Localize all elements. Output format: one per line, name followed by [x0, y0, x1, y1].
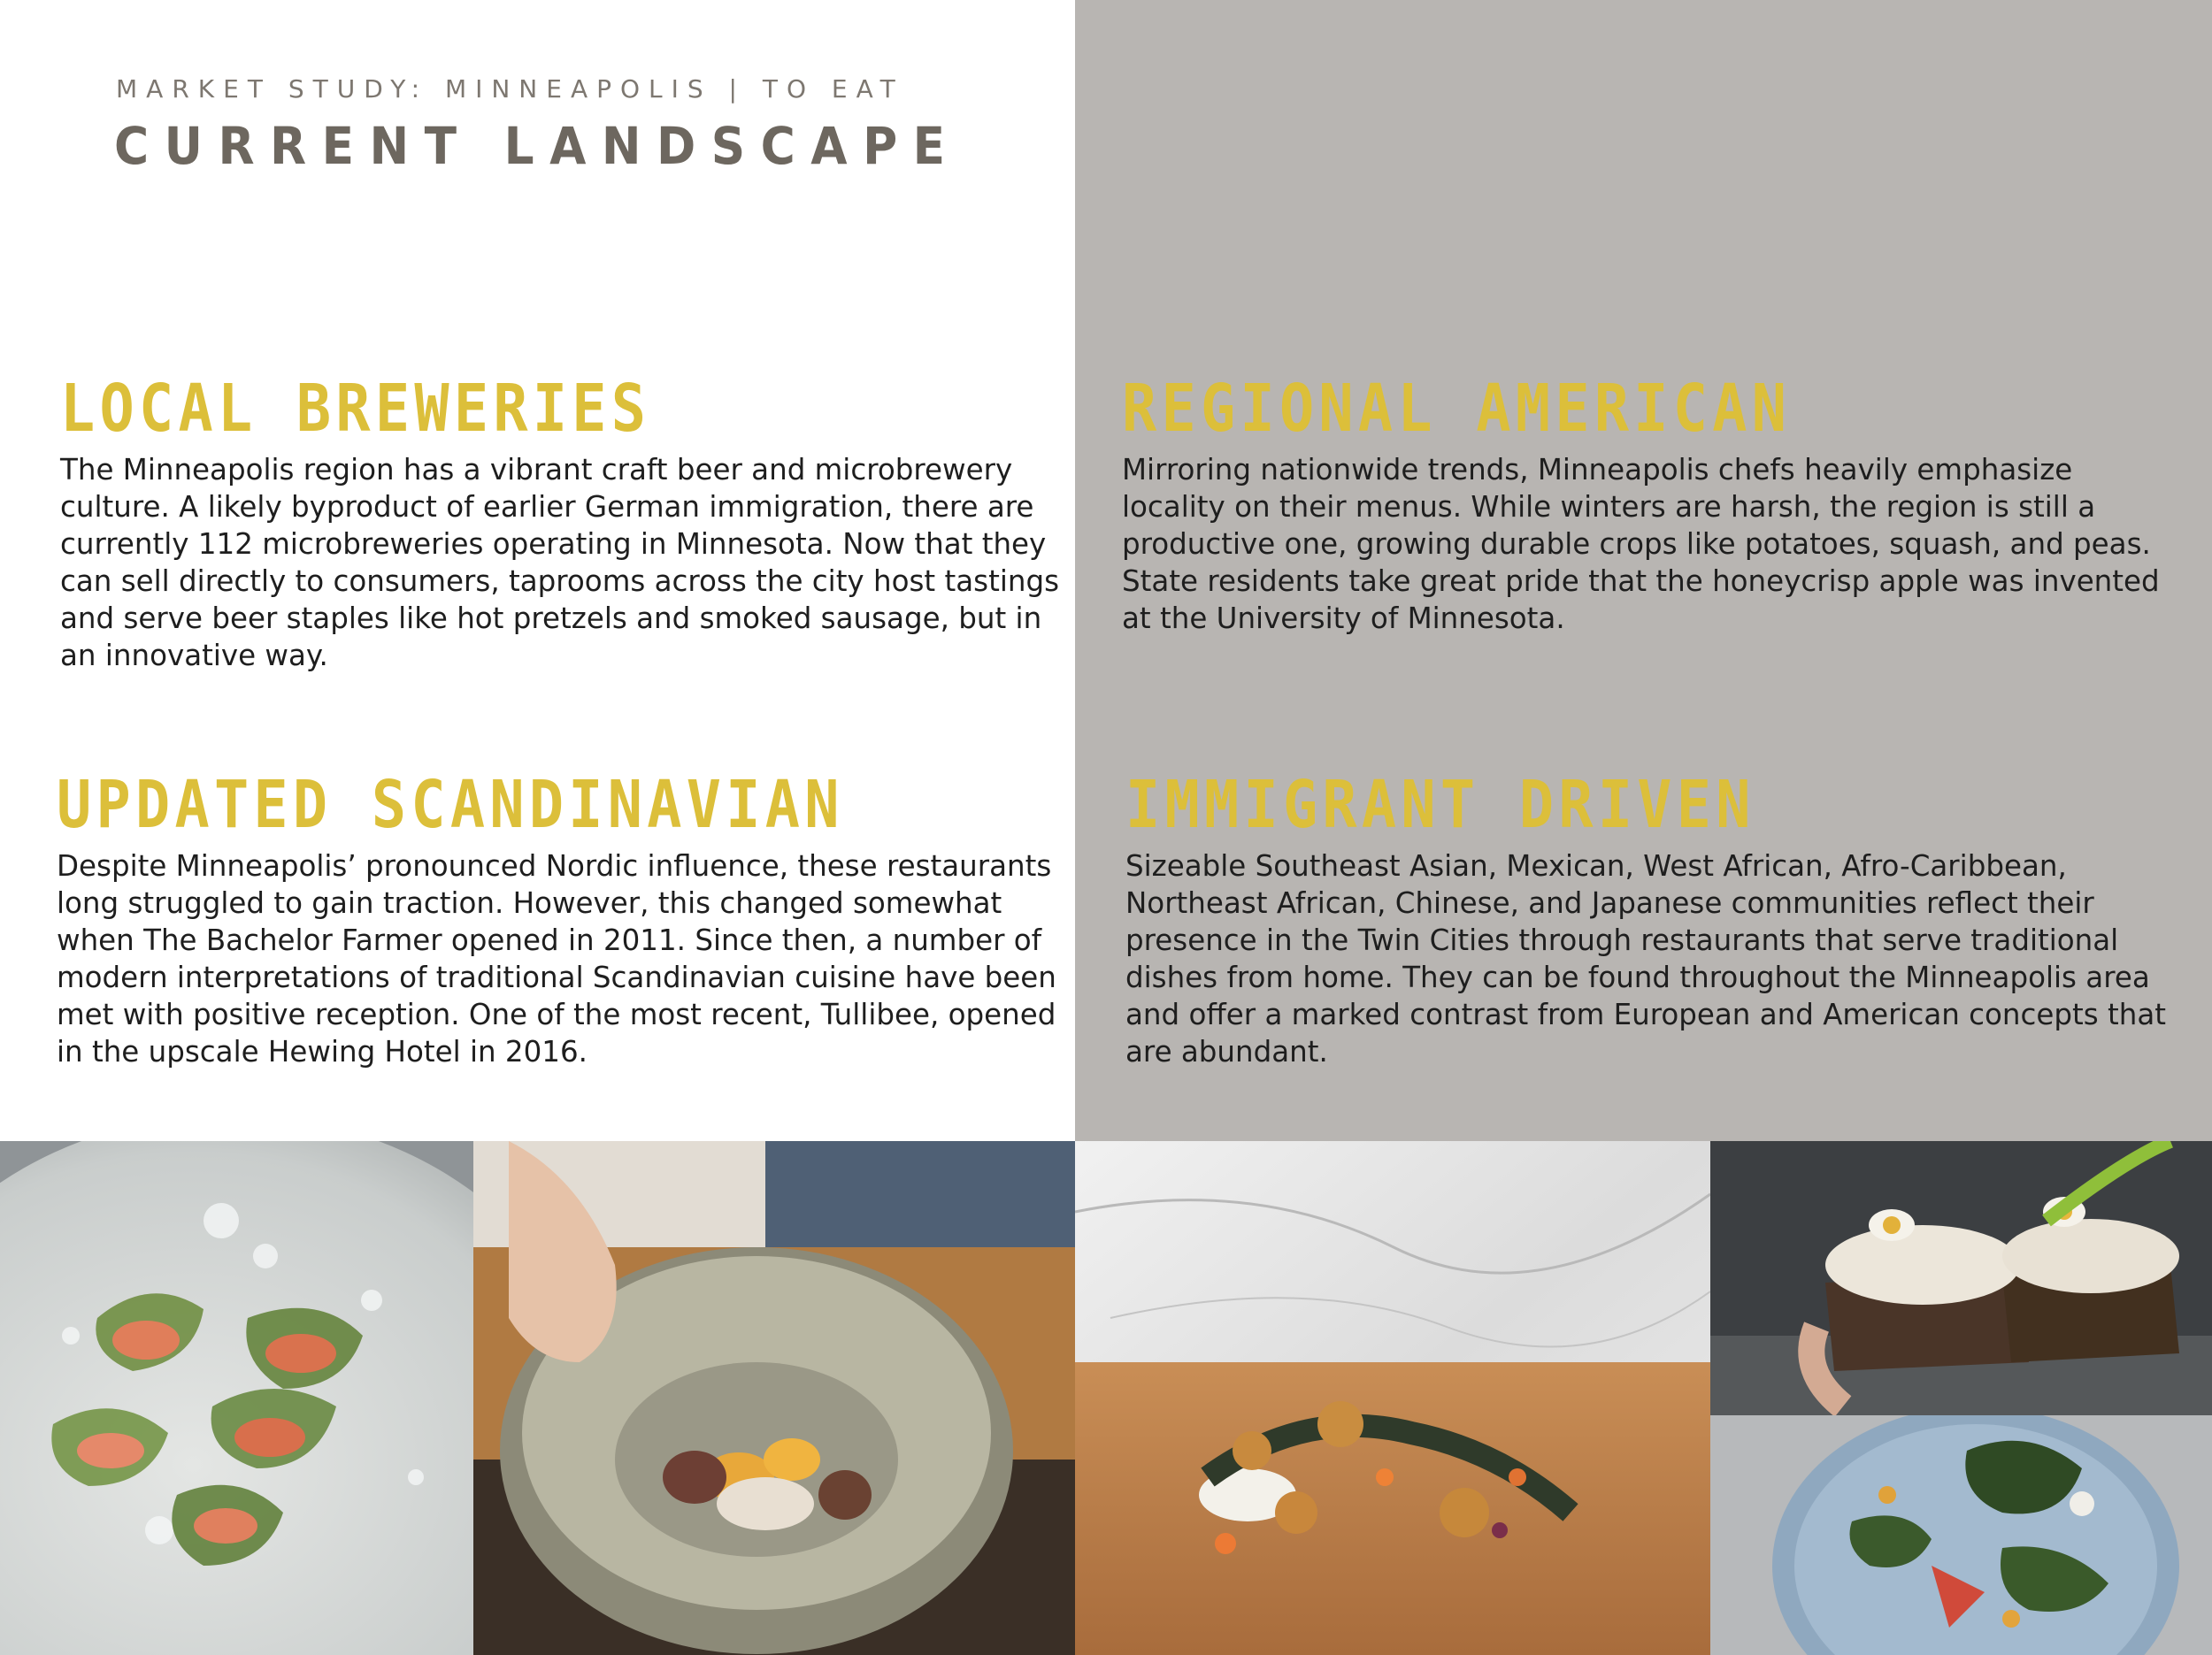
section-immigrant-driven: [1125, 768, 2187, 1070]
page-title: CURRENT LANDSCAPE: [114, 116, 961, 176]
section-body: Sizeable Southeast Asian, Mexican, West African, Afro-Caribbean, Northeast African, Chinese, and Japanese communities reflect their presence in the Twin Cities through restaurants that serve traditional dishes from home. They can be found throughout the Minneapolis area and offer a marked contrast from European and American concepts that are abundant.: [1125, 849, 2167, 1069]
section-heading: IMMIGRANT DRIVEN: [1125, 767, 1755, 843]
kicker-text: MARKET STUDY: MINNEAPOLIS | TO EAT: [116, 74, 904, 103]
section-updated-scandinavian: [57, 768, 1061, 1070]
food-photo-wooden-board: [1075, 1141, 1710, 1655]
section-body: Despite Minneapolis’ pronounced Nordic influence, these restaurants long struggled to gain traction. However, this changed somewhat when The Bachelor Farmer opened in 2011. Since then, a number of modern interpretations of traditional Scandinavian cuisine have been met with positive reception. One of the most recent, Tullibee, opened in the upscale Hewing Hotel in 2016.: [57, 849, 1056, 1069]
section-local-breweries: [60, 372, 1060, 674]
food-photo-smorrebrod: [1710, 1141, 2212, 1415]
section-body: The Minneapolis region has a vibrant craft beer and microbrewery culture. A likely byproduct of earlier German immigration, there are currently 112 microbreweries operating in Minnesota. Now that they can sell directly to consumers, taprooms across the city host tastings and serve beer staples like hot pretzels and smoked sausage, but in an innovative way.: [60, 453, 1060, 672]
section-heading: LOCAL BREWERIES: [60, 371, 651, 447]
food-photo-cured-fish: [0, 1141, 473, 1655]
section-body: Mirroring nationwide trends, Minneapolis chefs heavily emphasize locality on their menus. While winters are harsh, the region is still a productive one, growing durable crops like potatoes, squash, and peas. State residents take great pride that the honeycrisp apple was invented at the University of Minnesota.: [1122, 453, 2160, 635]
food-photo-bowl: [473, 1141, 1075, 1655]
section-heading: REGIONAL AMERICAN: [1122, 371, 1792, 447]
food-photo-blue-plate: [1710, 1415, 2212, 1655]
section-heading: UPDATED SCANDINAVIAN: [57, 767, 844, 843]
section-regional-american: [1122, 372, 2184, 637]
